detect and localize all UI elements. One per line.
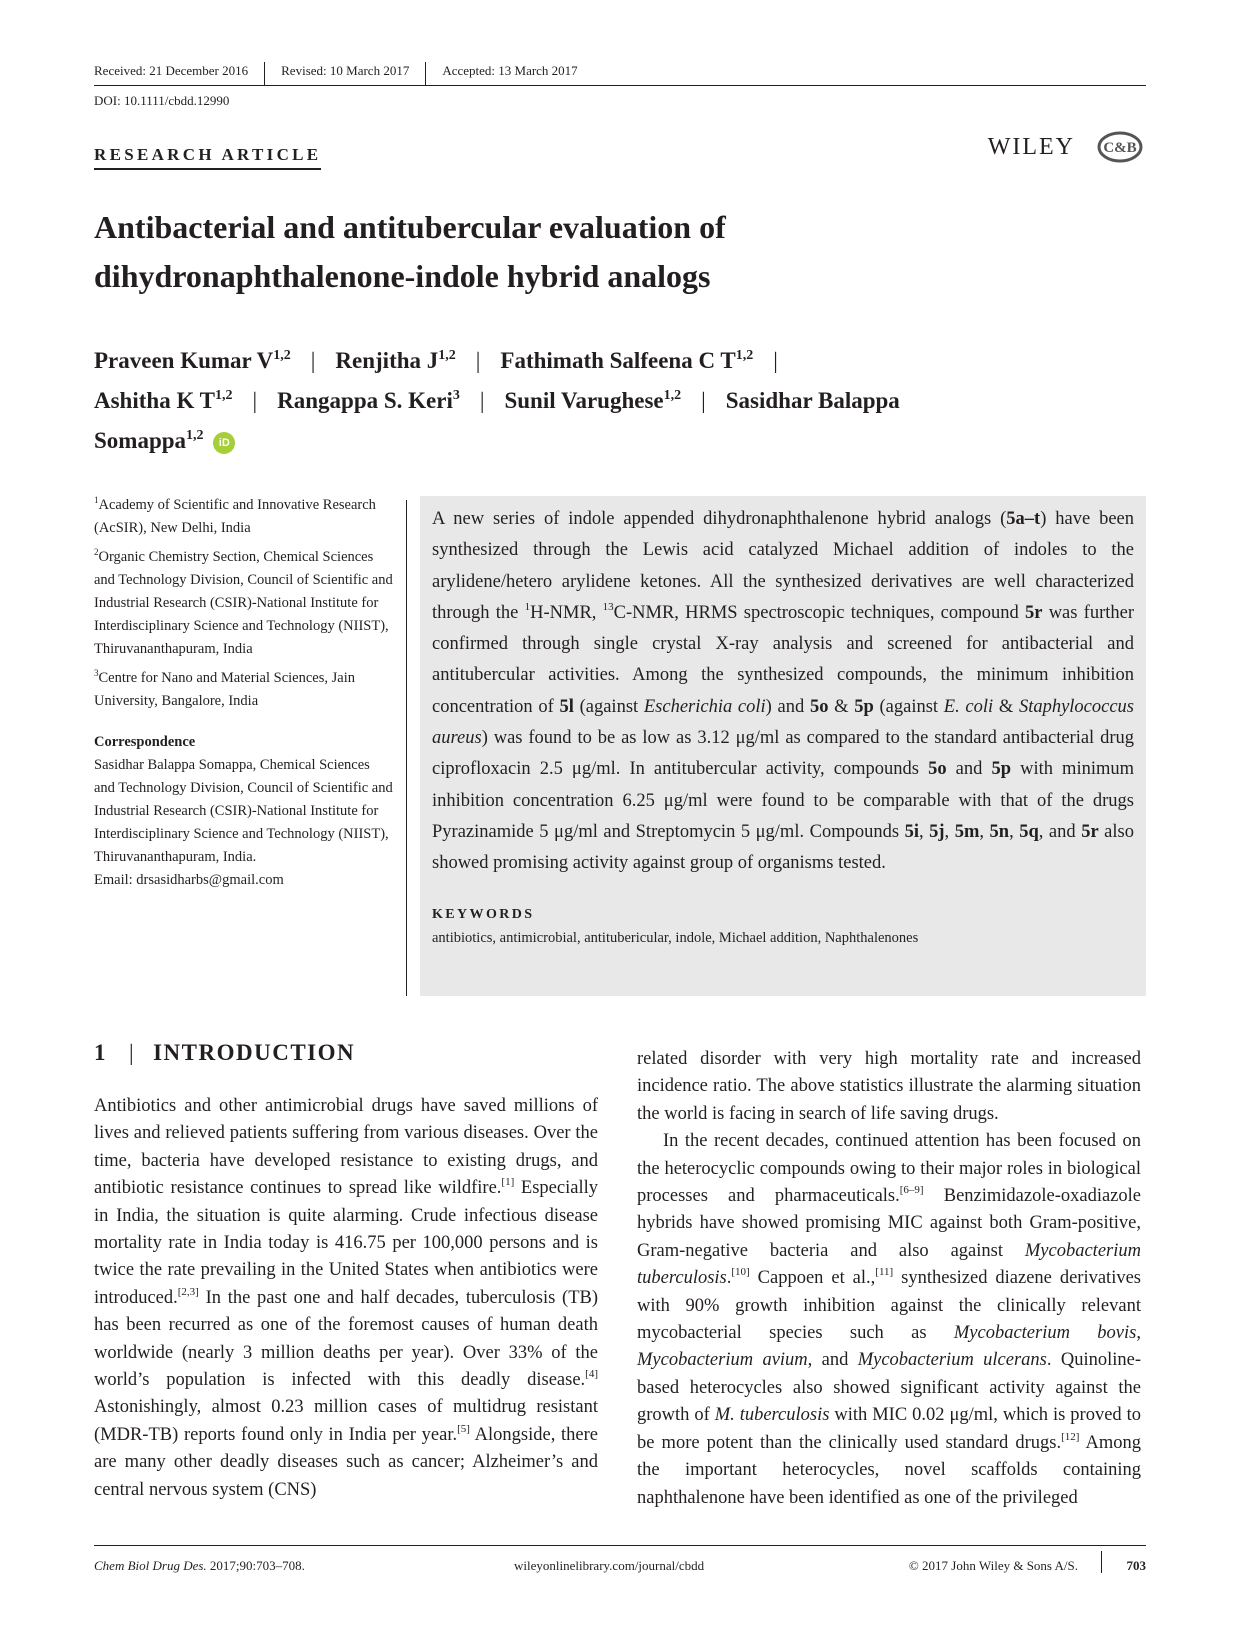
accepted-date: Accepted: 13 March 2017 (425, 62, 593, 86)
paragraph: related disorder with very high mortality rate and increased incidence ratio. The above statistics illustrate the alarming situation the world is facing in search of life saving drugs. (637, 1049, 1141, 1124)
affiliations-column (94, 494, 394, 892)
author[interactable]: Praveen Kumar V$^{1,2}$ (94, 348, 291, 373)
author[interactable]: Sunil Varughese$^{1,2}$ (504, 388, 682, 413)
publisher-logo: WILEY (987, 133, 1075, 160)
article-type: RESEARCH ARTICLE (94, 145, 321, 170)
citation-link[interactable]: [10] (731, 1266, 750, 1279)
footer-citation: Chem Biol Drug Des. 2017;90:703–708. (94, 1558, 305, 1573)
page-number: 703 (1126, 1558, 1146, 1573)
footer-url[interactable]: wileyonlinelibrary.com/journal/cbdd (514, 1558, 705, 1573)
orcid-icon[interactable]: iD (213, 432, 235, 454)
citation-link[interactable]: [4] (585, 1368, 598, 1381)
author[interactable]: Fathimath Salfeena C T$^{1,2}$ (500, 348, 754, 373)
citation-link[interactable]: [2,3] (177, 1285, 199, 1298)
affiliation: $^1$Academy of Scientific and Innovative Research (AcSIR), New Delhi, India (94, 495, 376, 536)
header-rule (94, 85, 1146, 86)
revised-date: Revised: 10 March 2017 (264, 62, 425, 86)
footer-divider (1101, 1551, 1102, 1573)
keywords-heading: KEYWORDS (432, 906, 535, 922)
footer-copyright: © 2017 John Wiley & Sons A/S. (908, 1558, 1078, 1573)
paragraph: In the recent decades, continued attention has been focused on the heterocyclic compounds owing to their major roles in biological processes and pharmaceuticals.[6–9] Benzimidazole-oxadiazole hybrids have showed promising MIC against both Gram-positive, Gram-negative bacteria and also against Mycobacterium tuberculosis.[10] Cappoen et al.,[11] synthesized diazene derivatives with 90% growth inhibition against the clinically relevant mycobacterial species such as Mycobacterium bovis, Mycobacterium avium, and Mycobacterium ulcerans. Quinoline-based heterocycles also showed significant activity against the growth of M. tuberculosis with MIC 0.02 μg/ml, which is proved to be more potent than the clinically used standard drugs.[12] Among the important heterocycles, novel scaffolds containing naphthalenone have been identified as one of the privileged (637, 1131, 1141, 1508)
correspondence-email[interactable]: Email: drsasidharbs@gmail.com (94, 872, 284, 888)
section-heading: 1 | INTRODUCTION (94, 1040, 356, 1065)
affiliation: $^2$Organic Chemistry Section, Chemical Sciences and Technology Division, Council of Scientific and Industrial Research (CSIR)-National Institute for Interdisciplinary Science and Technology (NIIST), Thiruvananthapuram, India (94, 547, 393, 657)
doi[interactable]: DOI: 10.1111/cbdd.12990 (94, 93, 230, 108)
author[interactable]: Sasidhar Balappa (725, 388, 900, 413)
author[interactable]: Renjitha J$^{1,2}$ (335, 348, 456, 373)
brand (988, 130, 1143, 164)
citation-link[interactable]: [6–9] (899, 1184, 924, 1197)
journal-logo-icon (1097, 130, 1143, 164)
keywords: antibiotics, antimicrobial, antitubericular, indole, Michael addition, Naphthalenones (432, 929, 919, 946)
citation-link[interactable]: [1] (501, 1176, 515, 1189)
author-list: Praveen Kumar V$^{1,2}$ | Renjitha J$^{1,2}$ | Fathimath Salfeena C T$^{1,2}$ | Ashitha K T$^{1,2}$ | Rangappa S. Keri$^3$ | Sunil Varughese$^{1,2}$ | Sasidhar Balappa Somappa$^{1,2}$ iD (94, 348, 900, 453)
page-footer (94, 1554, 1146, 1576)
body-column-left (94, 1093, 598, 1504)
correspondence-heading: Correspondence (94, 734, 196, 750)
paragraph: Antibiotics and other antimicrobial drugs have saved millions of lives and relieved patients suffering from various diseases. Over the time, bacteria have developed resistance to existing drugs, and antibiotic resistance continues to spread like wildfire.[1] Especially in India, the situation is quite alarming. Crude infectious disease mortality rate in India today is 416.75 per 100,000 persons and is twice the rate prevailing in the United States when antibiotics were introduced.[2,3] In the past one and half decades, tuberculosis (TB) has been recurred as one of the foremost causes of human death worldwide (nearly 3 million deaths per year). Over 33% of the world’s population is infected with this deadly disease.[4] Astonishingly, almost 0.23 million cases of multidrug resistant (MDR-TB) reports found only in India per year.[5] Alongside, there are many other deadly diseases such as cancer; Alzheimer’s and central nervous system (CNS) (94, 1096, 598, 1500)
citation-link[interactable]: [5] (457, 1422, 470, 1435)
footer-rule (94, 1545, 1146, 1546)
citation-link[interactable]: [12] (1061, 1430, 1080, 1443)
received-date: Received: 21 December 2016 (94, 63, 249, 78)
column-divider (406, 500, 407, 996)
author[interactable]: Somappa$^{1,2}$ (94, 428, 204, 453)
abstract-text: A new series of indole appended dihydronaphthalenone hybrid analogs (5a–t) have been synthesized through the Lewis acid catalyzed Michael addition of indoles to the arylidene/hetero arylidene ketones. All the synthesized derivatives are well characterized through the $^1$H-NMR, $^{13}$C-NMR, HRMS spectroscopic techniques, compound 5r was further confirmed through single crystal X-ray analysis and screened for antibacterial and antitubercular activities. Among the synthesized compounds, the minimum inhibition concentration of 5l (against Escherichia coli) and 5o & 5p (against E. coli & Staphylococcus aureus) was found to be as low as 3.12 μg/ml as compared to the standard antibacterial drug ciprofloxacin 2.5 μg/ml. In antitubercular activity, compounds 5o and 5p with minimum inhibition concentration 6.25 μg/ml were found to be comparable with that of the drugs Pyrazinamide 5 μg/ml and Streptomycin 5 μg/ml. Compounds 5i, 5j, 5m, 5n, 5q, and 5r also showed promising activity against group of organisms tested. (432, 509, 1135, 874)
citation-link[interactable]: [11] (875, 1266, 894, 1279)
journal-logo-text: C&B (1103, 140, 1137, 156)
correspondence-text: Sasidhar Balappa Somappa, Chemical Sciences and Technology Division, Council of Scientific and Industrial Research (CSIR)-National Institute for Interdisciplinary Science and Technology (NIIST), Thiruvananthapuram, India. Email: drsasidharbs@gmail.com (94, 757, 393, 888)
affiliation: $^3$Centre for Nano and Material Sciences, Jain University, Bangalore, India (94, 668, 355, 709)
author[interactable]: Rangappa S. Keri$^3$ (277, 388, 460, 413)
article-title: Antibacterial and antitubercular evaluation of dihydronaphthalenone-indole hybrid analogs (94, 209, 726, 294)
body-column-right (637, 1046, 1141, 1512)
abstract-box (420, 496, 1146, 996)
author[interactable]: Ashitha K T$^{1,2}$ (94, 388, 233, 413)
